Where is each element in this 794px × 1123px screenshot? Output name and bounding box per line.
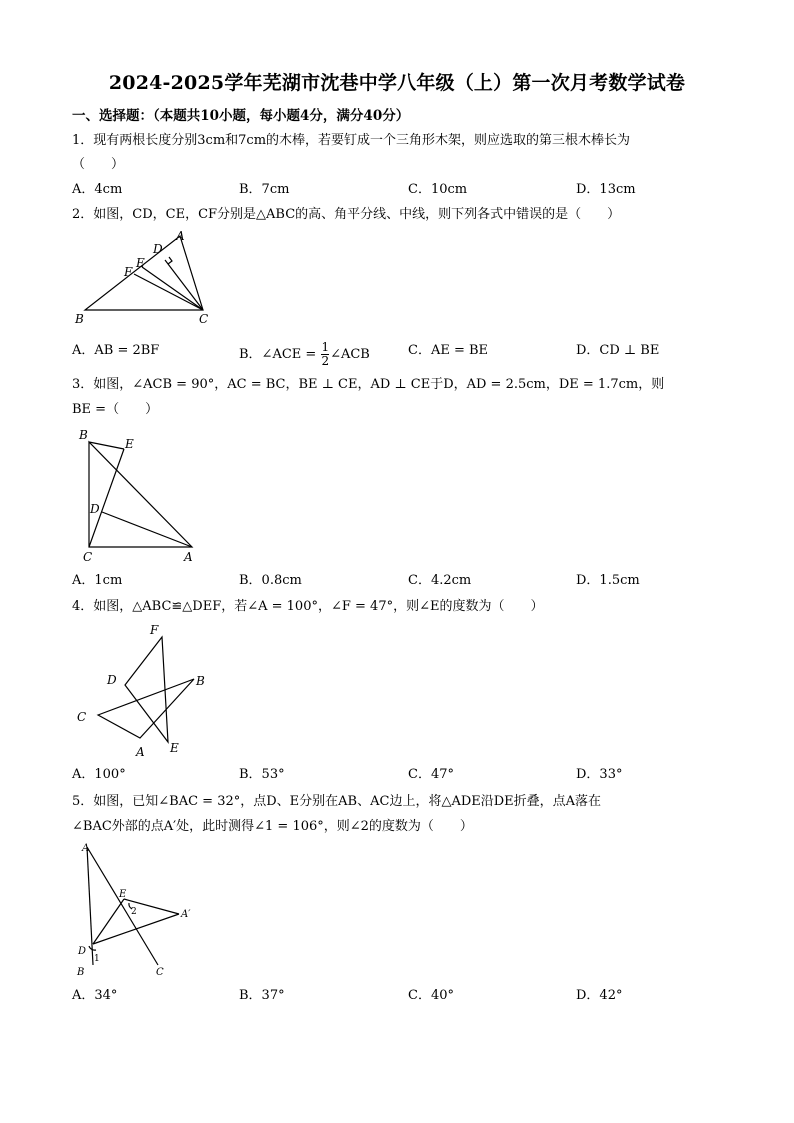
label-c: C	[156, 967, 164, 978]
q2-option-a: A．AB = 2BF	[72, 343, 160, 358]
label-a-prime: A′	[181, 909, 191, 920]
q5-option-b: B．37°	[239, 988, 285, 1003]
question-3-figure	[74, 425, 204, 567]
label-e: E	[170, 741, 179, 755]
label-2: 2	[131, 907, 137, 917]
median-cf	[134, 274, 203, 310]
line-ad	[102, 512, 192, 547]
q1-option-d: D．13cm	[576, 182, 636, 197]
label-a: A	[176, 229, 185, 243]
fold-line-de	[93, 899, 124, 944]
label-b: B	[79, 428, 88, 442]
q4-option-b: B．53°	[239, 767, 285, 782]
q5-option-d: D．42°	[576, 988, 623, 1003]
label-a: A	[82, 843, 90, 854]
question-1-stem: 1．现有两根长度分别3cm和7cm的木棒，若要钉成一个三角形木架，则应选取的第三根木棒长为	[72, 133, 631, 148]
question-5-figure	[72, 840, 202, 980]
q3-option-a: A．1cm	[72, 573, 123, 588]
page-title: 2024-2025学年芜湖市沈巷中学八年级（上）第一次月考数学试卷	[108, 72, 686, 94]
q5-option-a: A．34°	[72, 988, 118, 1003]
label-b: B	[75, 312, 84, 326]
line-da-prime	[93, 914, 179, 944]
label-d: D	[107, 673, 117, 687]
label-b: B	[196, 674, 205, 688]
label-d: D	[78, 946, 87, 957]
question-4-stem: 4．如图，△ABC≌△DEF，若∠A = 100°，∠F = 47°，则∠E的度数为（ ）	[72, 599, 544, 614]
q2-option-d: D．CD ⊥ BE	[576, 343, 660, 358]
q2-option-b-tail: ∠ACB	[330, 347, 370, 362]
triangle-abc	[89, 442, 192, 547]
fraction-half: $\frac{1}{2}$	[321, 340, 330, 368]
altitude-cd	[165, 260, 203, 310]
q1-option-b: B．7cm	[239, 182, 290, 197]
q4-option-c: C．47°	[408, 767, 454, 782]
label-d: D	[153, 242, 163, 256]
q2-option-b	[239, 341, 370, 368]
label-c: C	[83, 550, 93, 564]
q3-option-b: B．0.8cm	[239, 573, 302, 588]
q5-option-c: C．40°	[408, 988, 454, 1003]
line-ac	[87, 847, 158, 965]
label-c: C	[199, 312, 209, 326]
question-5-stem-cont: ∠BAC外部的点A′处，此时测得∠1 = 106°，则∠2的度数为（ ）	[72, 819, 473, 834]
question-5-stem: 5．如图，已知∠BAC = 32°，点D、E分别在AB、AC边上，将△ADE沿DE折叠，点A落在	[72, 794, 602, 809]
line-ce	[89, 449, 124, 547]
right-angle-mark	[168, 257, 172, 264]
question-2-stem: 2．如图，CD，CE，CF分别是△ABC的高、角平分线、中线，则下列各式中错误的是（ ）	[72, 207, 621, 222]
triangle-def	[125, 637, 168, 742]
label-a: A	[136, 745, 145, 759]
label-f: F	[124, 265, 133, 279]
q2-option-b-text: B．∠ACE =	[239, 347, 321, 362]
label-1: 1	[94, 954, 100, 964]
label-e: E	[136, 256, 145, 270]
label-f: F	[150, 623, 159, 637]
question-3-stem-cont: BE =（ ）	[72, 402, 159, 417]
q1-option-a: A．4cm	[72, 182, 123, 197]
question-2-figure	[72, 228, 222, 328]
q4-option-a: A．100°	[72, 767, 126, 782]
label-c: C	[77, 710, 87, 724]
question-1-stem-cont: （ ）	[72, 157, 125, 172]
triangle-abc	[98, 679, 194, 738]
label-e: E	[125, 437, 134, 451]
question-4-figure	[72, 620, 217, 760]
section-heading: 一、选择题：（本题共10小题，每小题4分，满分40分）	[72, 108, 410, 124]
label-b: B	[77, 967, 85, 978]
q1-option-c: C．10cm	[408, 182, 468, 197]
q4-option-d: D．33°	[576, 767, 623, 782]
triangle-abc	[85, 236, 203, 310]
question-3-stem: 3．如图，∠ACB = 90°，AC = BC，BE ⊥ CE，AD ⊥ CE于D，AD = 2.5cm，DE = 1.7cm，则	[72, 377, 665, 392]
label-d: D	[90, 502, 100, 516]
label-e: E	[119, 889, 127, 900]
bisector-ce	[142, 267, 203, 310]
q3-option-d: D．1.5cm	[576, 573, 640, 588]
label-a: A	[184, 550, 193, 564]
q3-option-c: C．4.2cm	[408, 573, 472, 588]
q2-option-c: C．AE = BE	[408, 343, 489, 358]
